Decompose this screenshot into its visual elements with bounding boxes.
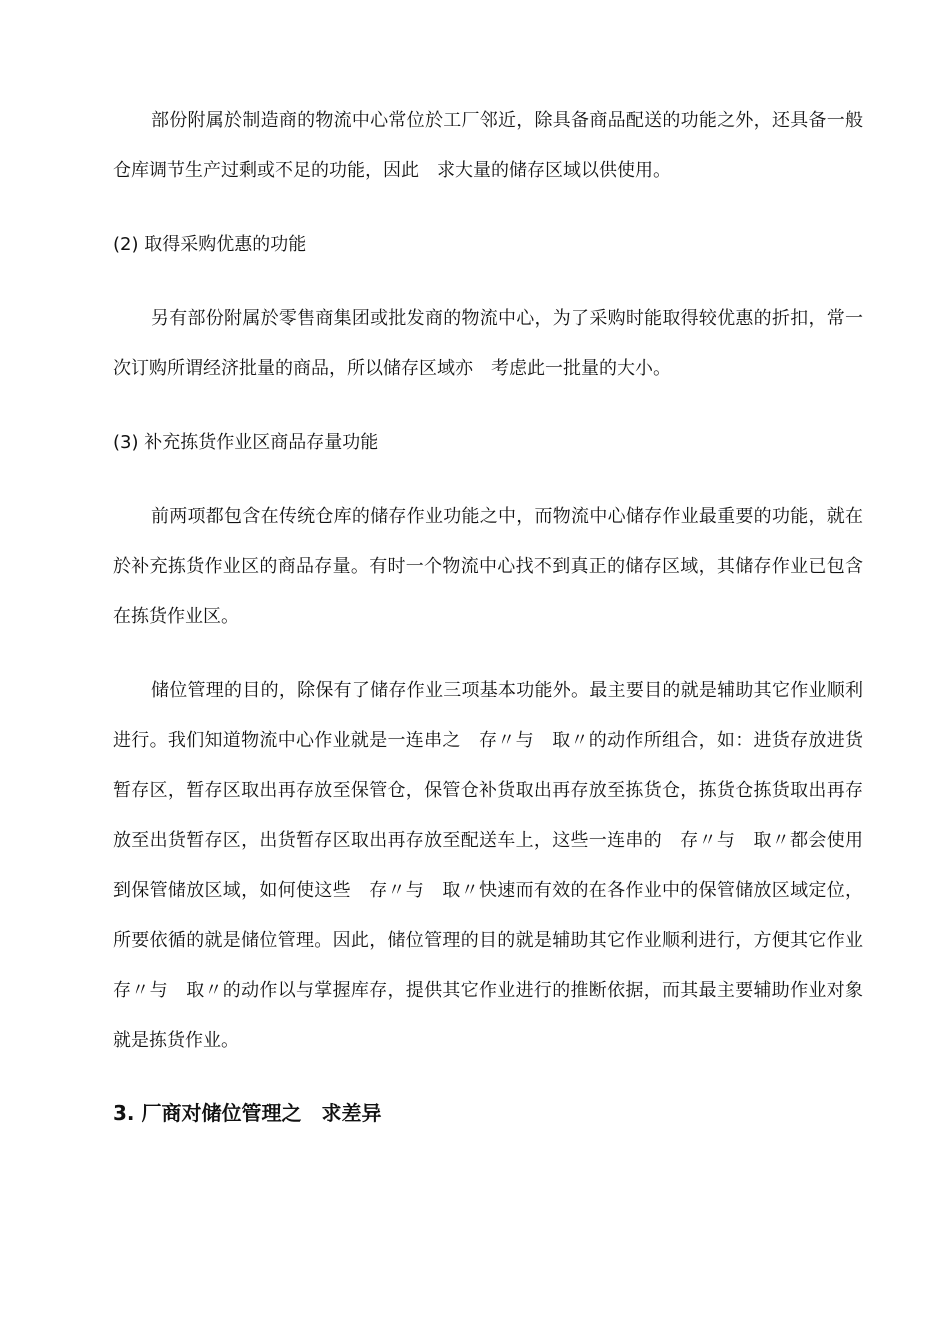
paragraph-manufacturer-storage: 部份附属於制造商的物流中心常位於工厂邻近，除具备商品配送的功能之外，还具备一般仓库调节生产过剩或不足的功能，因此 求大量的储存区域以供使用。 <box>113 110 863 181</box>
paragraph-economic-batch: 另有部份附属於零售商集团或批发商的物流中心，为了采购时能取得较优惠的折扣，常一次订购所谓经济批量的商品，所以储存区域亦 考虑此一批量的大小。 <box>113 308 863 379</box>
subheading-purchase-discount: (2) 取得采购优惠的功能 <box>113 234 307 255</box>
subheading-picking-replenish: (3) 补充拣货作业区商品存量功能 <box>113 432 379 453</box>
section-heading: 3. 厂商对储位管理之 求差异 <box>113 1101 382 1125</box>
paragraph-replenish-picking-area: 前两项都包含在传统仓库的储存作业功能之中，而物流中心储存作业最重要的功能，就在於补充拣货作业区的商品存量。有时一个物流中心找不到真正的储存区域，其储存作业已包含在拣货作业区。 <box>113 506 863 627</box>
paragraph-location-management-purpose: 储位管理的目的，除保有了储存作业三项基本功能外。最主要目的就是辅助其它作业顺利进行。我们知道物流中心作业就是一连串之 存〃与 取〃的动作所组合，如：进货存放进货暂存区，暂存区取出再存放至保管仓，保管仓补货取出再存放至拣货仓，拣货仓拣货取出再存放至出货暂存区，出货暂存区取出再存放至配送车上，这些一连串的 存〃与 取〃都会使用到保管储放区域，如何使这些 存〃与 取〃快速而有效的在各作业中的保管储放区域定位，所要依循的就是储位管理。因此，储位管理的目的就是辅助其它作业顺利进行，方便其它作业 存〃与 取〃的动作以与掌握库存，提供其它作业进行的推断依据，而其最主要辅助作业对象就是拣货作业。 <box>113 680 881 1051</box>
document-page <box>113 96 881 1138</box>
